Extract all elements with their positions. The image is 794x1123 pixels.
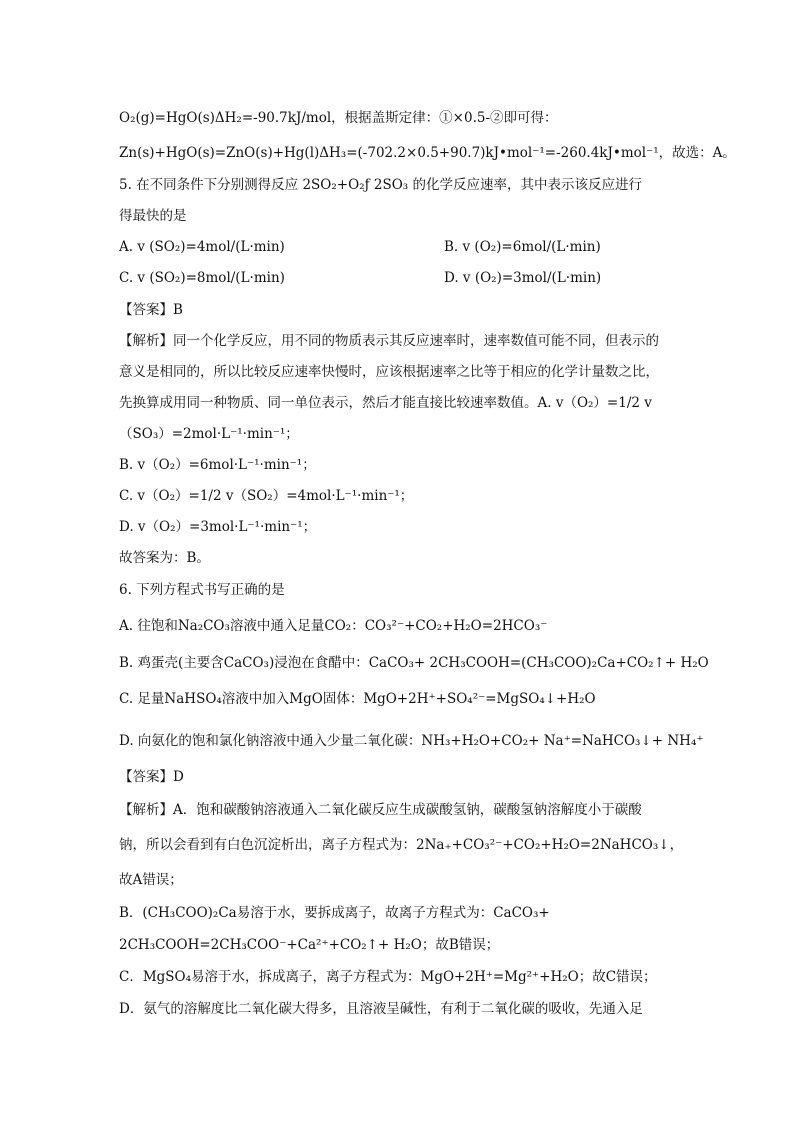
q6-explanation: D．氨气的溶解度比二氧化碳大得多，且溶液呈碱性，有利于二氧化碳的吸收，先通入足 xyxy=(119,1001,643,1017)
q6-explanation: B．(CH₃COO)₂Ca易溶于水，要拆成离子，故离子方程式为：CaCO₃+ xyxy=(119,905,550,921)
q6-option-d: D. 向氨化的饱和氯化钠溶液中通入少量二氧化碳：NH₃+H₂O+CO₂+ Na⁺=NaHCO₃↓+ NH₄⁺ xyxy=(119,733,704,749)
text-line: O₂(g)=HgO(s)ΔH₂=-90.7kJ/mol，根据盖斯定律：①×0.5-②即可得： xyxy=(119,110,558,126)
q5-explanation: 意义是相同的，所以比较反应速率快慢时，应该根据速率之比等于相应的化学计量数之比， xyxy=(119,364,659,380)
q5-explanation: 【解析】同一个化学反应，用不同的物质表示其反应速率时，速率数值可能不同，但表示的 xyxy=(119,333,659,349)
question-5-stem-cont: 得最快的是 xyxy=(119,208,187,224)
question-6-stem: 6. 下列方程式书写正确的是 xyxy=(119,582,285,598)
q5-explanation: 先换算成用同一种物质、同一单位表示，然后才能直接比较速率数值。A. v（O₂）=1/2 v xyxy=(119,395,652,411)
q5-explanation: C. v（O₂）=1/2 v（SO₂）=4mol·L⁻¹·min⁻¹； xyxy=(119,488,414,504)
q6-explanation: C．MgSO₄易溶于水，拆成离子，离子方程式为：MgO+2H⁺=Mg²⁺+H₂O；故C错误； xyxy=(119,969,657,985)
q5-answer: 【答案】B xyxy=(119,302,183,318)
q5-explanation: （SO₃）=2mol·L⁻¹·min⁻¹； xyxy=(119,426,299,442)
q6-explanation: 钠，所以会看到有白色沉淀析出，离子方程式为：2Na₊+CO₃²⁻+CO₂+H₂O=2NaHCO₃↓， xyxy=(119,837,684,853)
q6-option-a: A. 往饱和Na₂CO₃溶液中通入足量CO₂：CO₃²⁻+CO₂+H₂O=2HCO₃⁻ xyxy=(119,618,548,634)
q5-option-a: A. v (SO₂)=4mol/(L·min) xyxy=(119,239,285,255)
q5-explanation: D. v（O₂）=3mol·L⁻¹·min⁻¹； xyxy=(119,519,317,535)
q6-option-b: B. 鸡蛋壳(主要含CaCO₃)浸泡在食醋中：CaCO₃+ 2CH₃COOH=(CH₃COO)₂Ca+CO₂↑+ H₂O xyxy=(119,655,709,671)
question-5-stem: 5. 在不同条件下分别测得反应 2SO₂+O₂ƒ 2SO₃ 的化学反应速率，其中表示该反应进行 xyxy=(119,177,642,193)
q5-option-c: C. v (SO₂)=8mol/(L·min) xyxy=(119,270,285,286)
q5-option-b: B. v (O₂)=6mol/(L·min) xyxy=(444,239,601,255)
q5-option-d: D. v (O₂)=3mol/(L·min) xyxy=(444,270,602,286)
q5-explanation: B. v（O₂）=6mol·L⁻¹·min⁻¹； xyxy=(119,457,316,473)
q6-answer: 【答案】D xyxy=(119,769,184,785)
text-line: Zn(s)+HgO(s)=ZnO(s)+Hg(l)ΔH₃=(-702.2×0.5+90.7)kJ•mol⁻¹=-260.4kJ•mol⁻¹，故选：A。 xyxy=(119,145,736,161)
q6-explanation: 故A错误； xyxy=(119,872,183,888)
q6-option-c: C. 足量NaHSO₄溶液中加入MgO固体：MgO+2H⁺+SO₄²⁻=MgSO₄↓+H₂O xyxy=(119,691,596,707)
q6-explanation: 【解析】A．饱和碳酸钠溶液通入二氧化碳反应生成碳酸氢钠，碳酸氢钠溶解度小于碳酸 xyxy=(119,802,642,818)
q6-explanation: 2CH₃COOH=2CH₃COO⁻+Ca²⁺+CO₂↑+ H₂O；故B错误； xyxy=(119,937,500,953)
q5-conclusion: 故答案为：B。 xyxy=(119,550,210,566)
